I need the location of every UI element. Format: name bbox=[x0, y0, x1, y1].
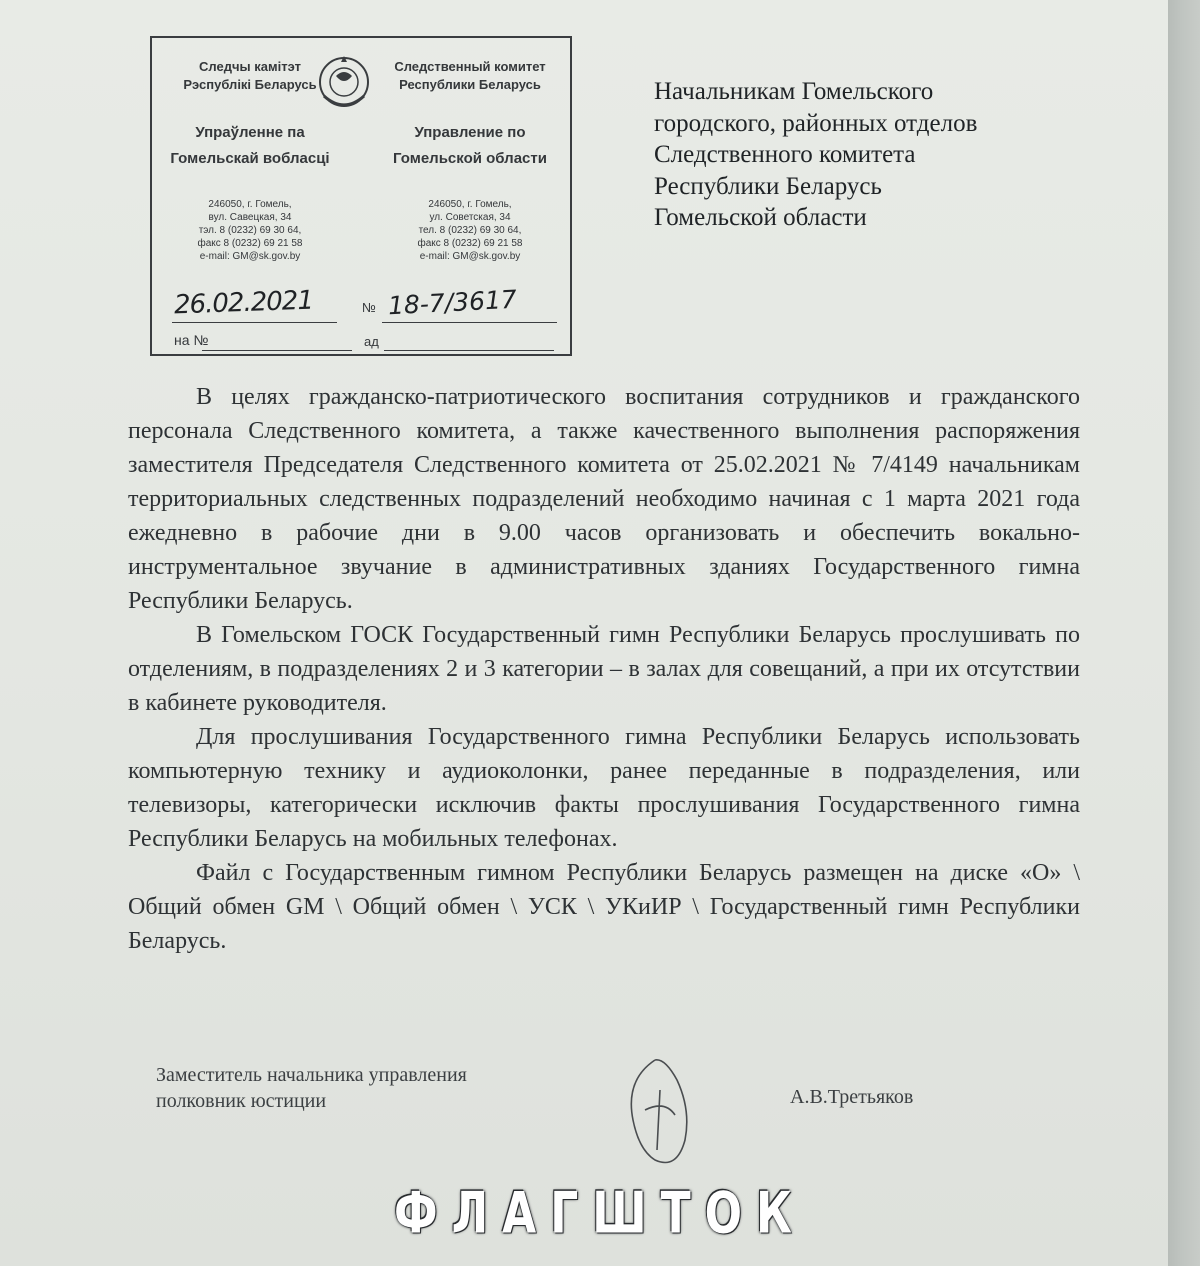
handwritten-signature bbox=[615, 1050, 705, 1180]
watermark-logo: ФЛАГШТОК bbox=[393, 1180, 806, 1247]
body-paragraph-1: В целях гражданско-патриотического воспитания сотрудников и гражданского персонала Следственного комитета, а также качественного выполнения распоряжения заместителя Председателя Следственного комитета от 25.02.2021 № 7/4149 начальникам территориальных следственных подразделений необходимо начиная с 1 марта 2021 года ежедневно в рабочие дни в 9.00 часов организовать и обеспечить вокально-инструментальное звучание в административных зданиях Государственного гимна Республики Беларусь. bbox=[128, 384, 1080, 614]
addressee-block bbox=[654, 76, 1104, 234]
letter-body bbox=[128, 380, 1080, 958]
letterhead-stamp bbox=[150, 36, 572, 356]
stamp-org-ru: Следственный комитет Республики Беларусь bbox=[394, 59, 546, 92]
body-paragraph-2: В Гомельском ГОСК Государственный гимн Республики Беларусь прослушивать по отделениям, в подразделениях 2 и 3 категории – в залах для совещаний, а при их отсутствии в кабинете руководителя. bbox=[128, 622, 1080, 716]
addressee-line: Гомельской области bbox=[654, 204, 867, 231]
stamp-org-by: Следчы камітэт Рэспублікі Беларусь bbox=[183, 59, 317, 92]
stamp-dept-ru: Управление по Гомельской области bbox=[393, 124, 547, 167]
handwritten-number: 18-7/3617 bbox=[387, 284, 518, 321]
addressee-line: Следственного комитета bbox=[654, 141, 916, 168]
reply-date-label: ад bbox=[364, 334, 379, 349]
signatory-title bbox=[156, 1062, 467, 1114]
reply-number-underline bbox=[202, 350, 352, 351]
state-emblem-icon bbox=[316, 52, 372, 114]
addressee-line: Начальникам Гомельского bbox=[654, 78, 934, 105]
stamp-russian-column bbox=[380, 58, 560, 263]
body-paragraph-3: Для прослушивания Государственного гимна Республики Беларусь использовать компьютерную технику и аудиоколонки, ранее переданные в подразделения, или телевизоры, категорически исключив факты прослушивания Государственного гимна Республики Беларусь на мобильных телефонах. bbox=[128, 724, 1080, 852]
number-label: № bbox=[362, 300, 376, 315]
stamp-address-by: 246050, г. Гомель, вул. Савецкая, 34 тэл. 8 (0232) 69 30 64, факс 8 (0232) 69 21 58 e-mail: GM@sk.gov.by bbox=[197, 199, 303, 262]
body-paragraph-4: Файл с Государственным гимном Республики Беларусь размещен на диске «O» \ Общий обмен GM \ Общий обмен \ УСК \ УКиИР \ Государственный гимн Республики Беларусь. bbox=[128, 860, 1080, 954]
stamp-belarusian-column bbox=[160, 58, 340, 263]
signatory-title-line-2: полковник юстиции bbox=[156, 1090, 327, 1112]
reply-to-label: на № bbox=[174, 332, 209, 348]
reply-date-underline bbox=[384, 350, 554, 351]
stamp-address-ru: 246050, г. Гомель, ул. Советская, 34 тел. 8 (0232) 69 30 64, факс 8 (0232) 69 21 58 e-mail: GM@sk.gov.by bbox=[417, 199, 523, 262]
addressee-line: городского, районных отделов bbox=[654, 109, 978, 137]
signatory-name: А.В.Третьяков bbox=[790, 1086, 914, 1108]
background-edge bbox=[1168, 0, 1200, 1266]
number-underline bbox=[382, 322, 557, 323]
handwritten-date: 26.02.2021 bbox=[173, 285, 314, 321]
stamp-dept-by: Упраўленне па Гомельскай вобласці bbox=[170, 124, 330, 167]
date-underline bbox=[172, 322, 337, 323]
signatory-title-line-1: Заместитель начальника управления bbox=[156, 1064, 467, 1086]
addressee-line: Республики Беларусь bbox=[654, 172, 882, 200]
